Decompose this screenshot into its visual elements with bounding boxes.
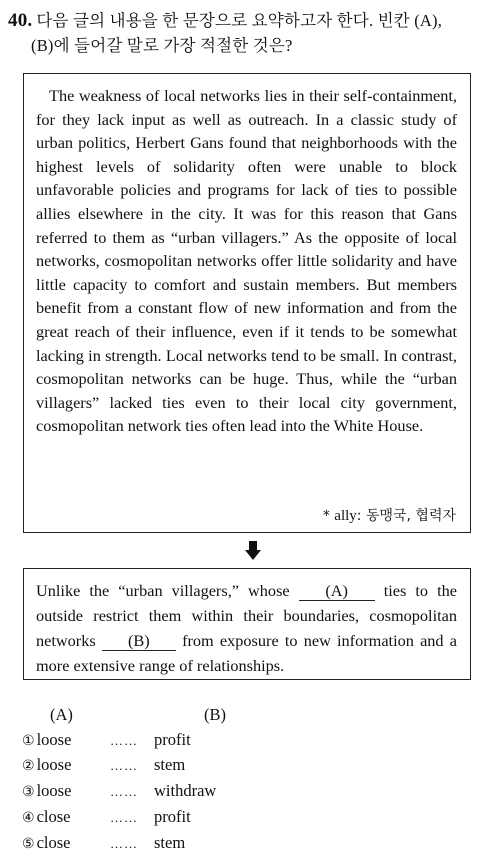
separator: …… [110, 784, 138, 800]
separator: …… [110, 809, 138, 825]
blank-b: (B) [102, 631, 176, 651]
footnote-term: ally [334, 508, 357, 524]
choice-b: withdraw [154, 781, 217, 801]
choice-number: ④ [22, 809, 35, 826]
blank-a: (A) [299, 581, 375, 601]
column-header-a: (A) [50, 705, 73, 724]
summary-part3: from exposure to new information and a more extensive range of relationships. [36, 631, 457, 675]
choices-header [22, 703, 226, 728]
choice-number: ⑤ [22, 835, 35, 852]
choice-2[interactable] [22, 753, 226, 779]
summary-box [23, 568, 471, 680]
choice-number: ③ [22, 784, 35, 801]
summary-part2: ties to the outside restrict them within their boundaries, cosmopolitan networks [36, 581, 457, 650]
choice-b: stem [154, 755, 186, 775]
separator: …… [110, 835, 138, 851]
choice-number: ① [22, 732, 35, 749]
footnote-mark: * [322, 508, 330, 524]
choice-4[interactable] [22, 805, 226, 831]
choice-a: loose [36, 755, 72, 775]
question-prompt-line2: (B)에 들어갈 말로 가장 적절한 것은? [31, 36, 293, 55]
question-header [8, 8, 496, 58]
choice-number: ② [22, 758, 35, 775]
separator: …… [110, 758, 138, 774]
passage-text: The weakness of local networks lies in their self-containment, for they lack input as well as outreach. In a classic study of urban politics, Herbert Gans found that neighborhoods with the highest levels of solidarity often were unable to block unfavorable policies and programs for lack of ties to possible allies elsewhere in the city. It was for this reason that Gans referred to them as “urban villagers.” As the opposite of local networks, cosmopolitan networks offer little solidarity and have little capacity to comfort and sustain members. But members benefit from a constant flow of new information and from the great reach of their influence, even if it tends to be somewhat lacking in strength. Local networks tend to be small. In contrast, cosmopolitan networks can be huge. Thus, while the “urban villagers” lacked ties even to their local city government, cosmopolitan network ties often lead into the White House. [36, 86, 457, 436]
footnote-definition: : 동맹국, 협력자 [356, 508, 456, 524]
choice-a: loose [36, 729, 72, 749]
down-arrow-icon [245, 541, 261, 561]
separator: …… [110, 732, 138, 748]
choice-5[interactable] [22, 831, 226, 857]
question-number: 40. [8, 10, 33, 31]
passage-box [23, 73, 471, 533]
choice-a: loose [36, 781, 72, 801]
choice-b: profit [154, 729, 191, 749]
question-prompt-line1: 다음 글의 내용을 한 문장으로 요약하고자 한다. 빈칸 (A), [36, 11, 443, 30]
footnote [323, 505, 456, 525]
answer-choices [22, 703, 226, 856]
choice-a: close [36, 832, 71, 852]
choice-1[interactable] [22, 728, 226, 754]
summary-text [36, 578, 457, 678]
choice-b: stem [154, 832, 186, 852]
choice-3[interactable] [22, 779, 226, 805]
summary-part1: Unlike the “urban villagers,” whose [36, 581, 290, 600]
column-header-b: (B) [204, 705, 226, 724]
choice-b: profit [154, 806, 191, 826]
choice-a: close [36, 806, 71, 826]
